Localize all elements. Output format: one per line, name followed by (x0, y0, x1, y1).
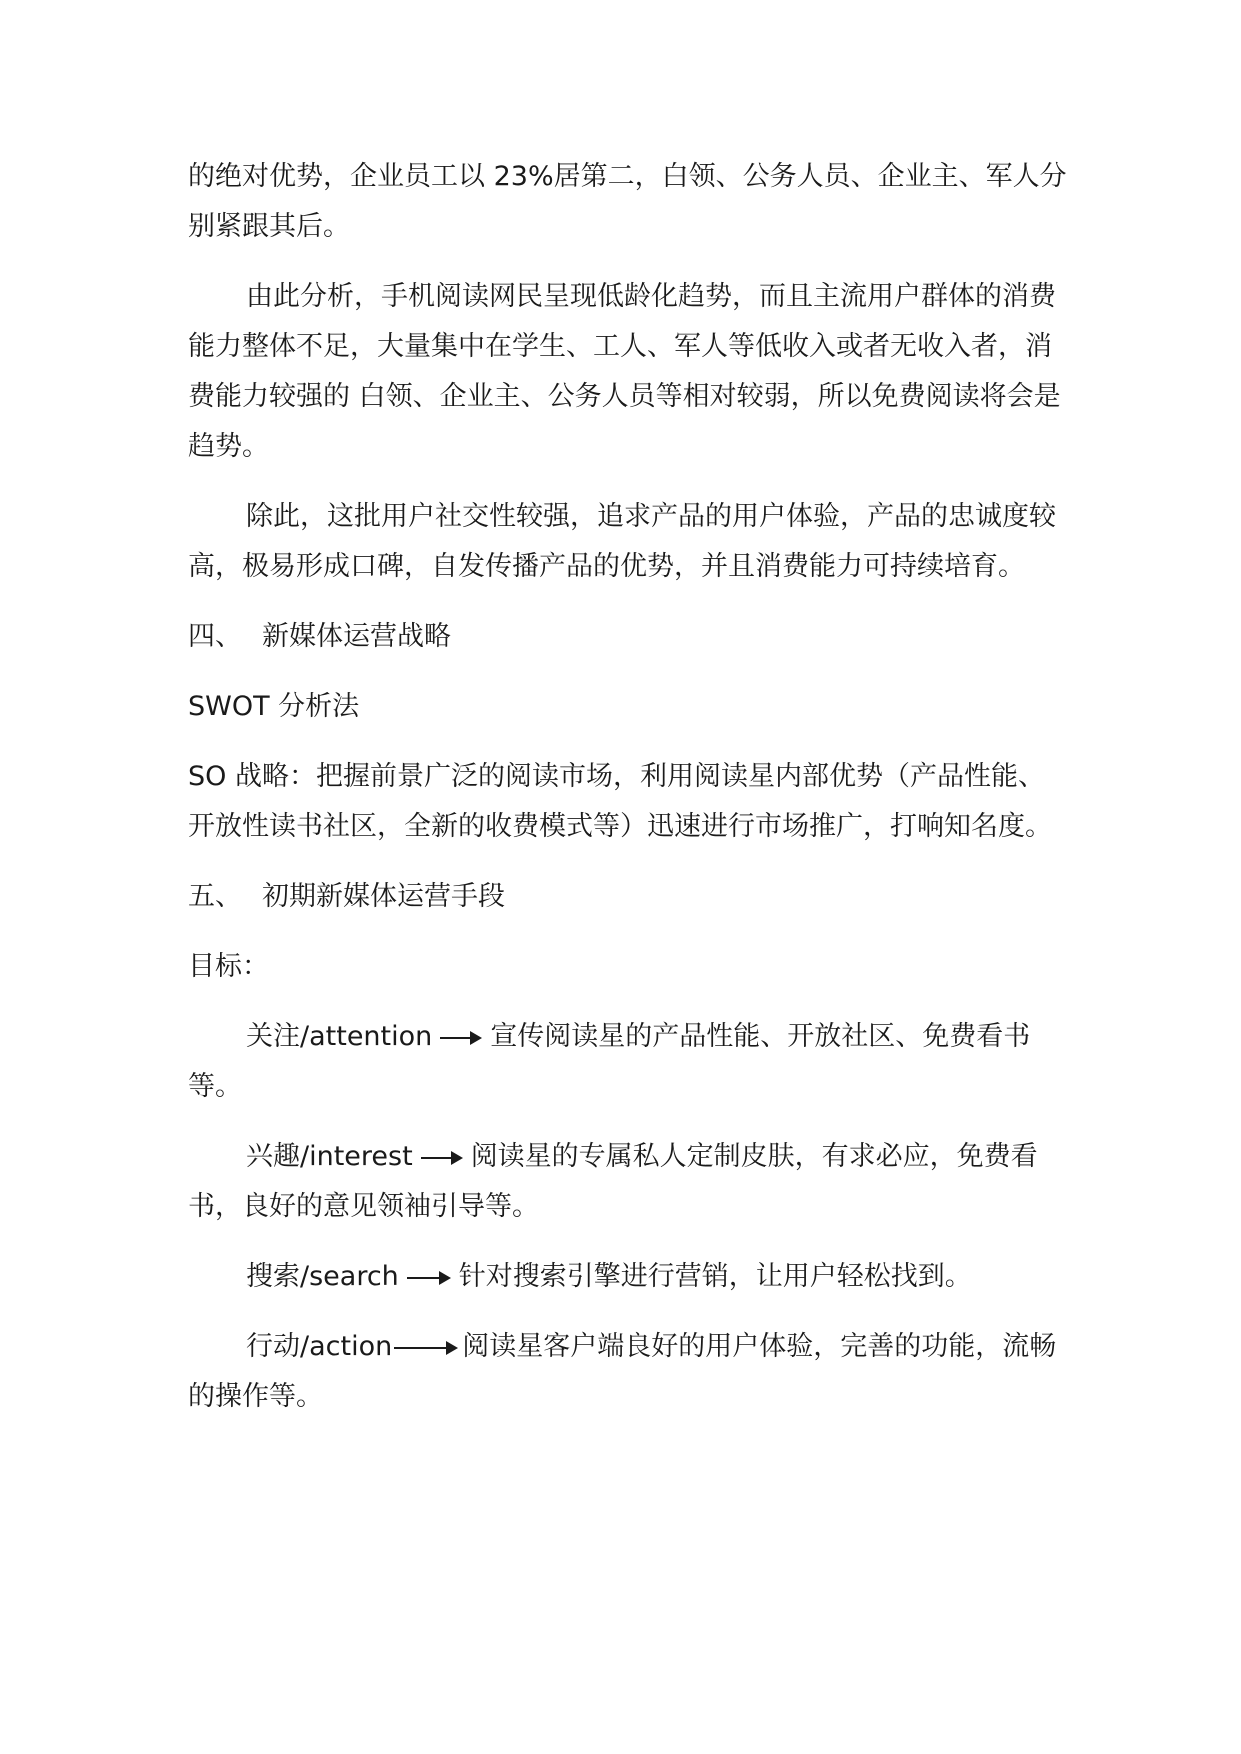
step-description: 阅读星的专属私人定制皮肤，有求必应，免费看书，良好的意见领袖引导等。 (188, 1141, 1038, 1222)
step-attention (188, 1012, 1068, 1112)
section-heading-methods (188, 872, 1068, 922)
step-description: 针对搜索引擎进行营销，让用户轻松找到。 (458, 1261, 972, 1292)
right-arrow-icon (407, 1277, 449, 1279)
step-description: 阅读星客户端良好的用户体验，完善的功能，流畅的操作等。 (188, 1331, 1057, 1412)
step-action (188, 1322, 1068, 1422)
swot-label: SWOT 分析法 (188, 691, 360, 722)
section-number: 五、 (188, 881, 242, 912)
goal-label: 目标： (188, 951, 269, 982)
section-title: 新媒体运营战略 (262, 621, 451, 652)
paragraph-user-traits: 除此，这批用户社交性较强，追求产品的用户体验，产品的忠诚度较高，极易形成口碑，自发传播产品的优势，并且消费能力可持续培育。 (188, 501, 1056, 582)
so-strategy-paragraph: SO 战略：把握前景广泛的阅读市场，利用阅读星内部优势（产品性能、开放性读书社区，全新的收费模式等）迅速进行市场推广，打响知名度。 (188, 761, 1052, 842)
document-body (188, 152, 1068, 1442)
right-arrow-icon (440, 1037, 480, 1039)
step-term: 兴趣/interest (246, 1141, 413, 1172)
step-term: 行动/action (246, 1331, 393, 1362)
paragraph-analysis: 由此分析，手机阅读网民呈现低龄化趋势，而且主流用户群体的消费能力整体不足，大量集中在学生、工人、军人等低收入或者无收入者，消费能力较强的 白领、企业主、公务人员等相对较弱，所以免费阅读将会是趋势。 (188, 281, 1061, 462)
right-arrow-icon (394, 1347, 456, 1349)
section-title: 初期新媒体运营手段 (262, 881, 505, 912)
section-number: 四、 (188, 621, 242, 652)
section-heading-strategy (188, 612, 1068, 662)
step-description: 宣传阅读星的产品性能、开放社区、免费看书等。 (188, 1021, 1031, 1102)
step-interest (188, 1132, 1068, 1232)
step-term: 关注/attention (246, 1021, 433, 1052)
step-term: 搜索/search (246, 1261, 399, 1292)
step-search (188, 1252, 1068, 1302)
right-arrow-icon (421, 1157, 461, 1159)
paragraph-user-distribution: 的绝对优势，企业员工以 23%居第二，白领、公务人员、企业主、军人分别紧跟其后。 (188, 161, 1067, 242)
